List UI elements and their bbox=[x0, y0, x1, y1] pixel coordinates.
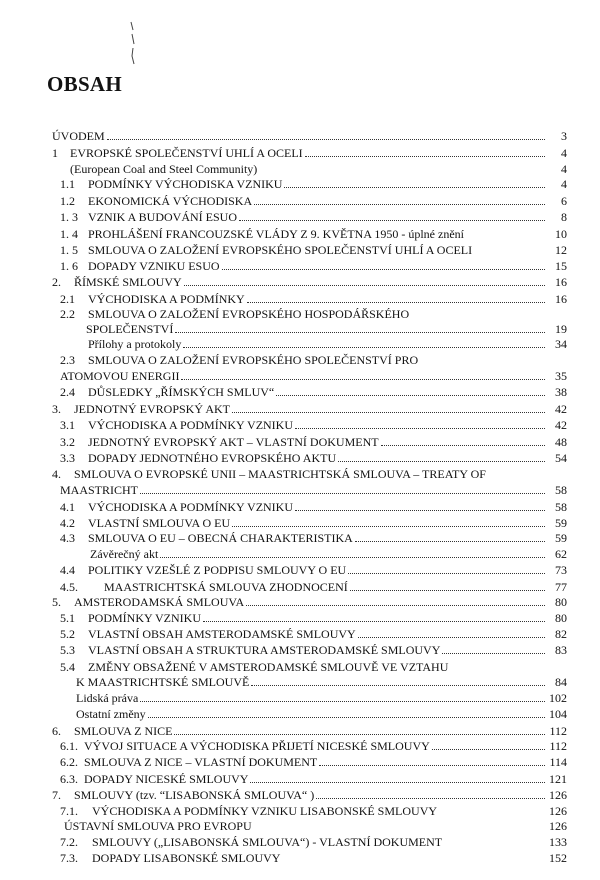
toc-entry-title: PODMÍNKY VZNIKU bbox=[88, 611, 201, 625]
toc-entry bbox=[60, 704, 567, 722]
toc-entry-title: VÝCHODISKA A PODMÍNKY VZNIKU bbox=[88, 418, 294, 432]
toc-entry-number: 1 bbox=[52, 146, 58, 160]
toc-entry-title: ATOMOVOU ENERGII bbox=[60, 369, 180, 383]
toc-entry-title: VLASTNÍ SMLOUVA O EU bbox=[88, 516, 231, 530]
toc-entry-title: VLASTNÍ OBSAH AMSTERODAMSKÉ SMLOUVY bbox=[88, 627, 356, 641]
toc-entry-number: 5.3 bbox=[60, 643, 75, 657]
dotted-leader bbox=[174, 734, 545, 735]
toc-entry bbox=[60, 560, 567, 578]
toc-entry-title: SMLOUVA Z NICE – VLASTNÍ DOKUMENT bbox=[84, 755, 318, 769]
dotted-leader bbox=[251, 685, 545, 686]
toc-entry-title: SMLOUVY (tzv. “LISABONSKÁ SMLOUVA“ ) bbox=[74, 788, 315, 802]
toc-entry-page: 58 bbox=[555, 483, 567, 497]
toc-entry-title: VÝCHODISKA A PODMÍNKY VZNIKU LISABONSKÉ SMLOUVY bbox=[92, 804, 438, 818]
toc-entry-page: 73 bbox=[555, 563, 567, 577]
dotted-leader bbox=[305, 156, 545, 157]
toc-entry-title: SMLOUVA Z NICE bbox=[74, 724, 173, 738]
toc-entry-number: 1.2 bbox=[60, 194, 75, 208]
toc-entry bbox=[60, 480, 567, 498]
toc-entry bbox=[60, 207, 567, 225]
dotted-leader bbox=[250, 782, 545, 783]
toc-entry-title: JEDNOTNÝ EVROPSKÝ AKT – VLASTNÍ DOKUMENT bbox=[88, 435, 379, 449]
toc-entry-title: Lidská práva bbox=[76, 691, 139, 705]
toc-entry bbox=[60, 382, 567, 400]
dotted-leader bbox=[254, 204, 545, 205]
toc-entry-title: PROHLÁŠENÍ FRANCOUZSKÉ VLÁDY Z 9. KVĚTNA 1950 - úplné znění bbox=[88, 227, 464, 241]
toc-entry-page: 59 bbox=[555, 516, 567, 530]
toc-entry-page: 58 bbox=[555, 500, 567, 514]
toc-entry-title: POLITIKY VZEŠLÉ Z PODPISU SMLOUVY O EU bbox=[88, 563, 347, 577]
dotted-leader bbox=[184, 285, 545, 286]
toc-entry-number: 4.5. bbox=[60, 580, 78, 594]
toc-entry-number: 4.4 bbox=[60, 563, 75, 577]
toc-entry-page: 114 bbox=[549, 755, 567, 769]
dotted-leader bbox=[246, 605, 545, 606]
toc-entry-title: ÚVODEM bbox=[52, 129, 105, 143]
toc-entry-page: 8 bbox=[561, 210, 567, 224]
toc-entry-page: 12 bbox=[555, 243, 567, 257]
toc-entry-title: EVROPSKÉ SPOLEČENSTVÍ UHLÍ A OCELI bbox=[70, 146, 303, 160]
toc-entry-number: 5.1 bbox=[60, 611, 75, 625]
dotted-leader bbox=[175, 332, 545, 333]
toc-entry-page: 42 bbox=[555, 418, 567, 432]
toc-entry-title: SMLOUVA O ZALOŽENÍ EVROPSKÉHO SPOLEČENSTVÍ PRO bbox=[88, 353, 419, 367]
toc-entry-title: AMSTERODAMSKÁ SMLOUVA bbox=[74, 595, 245, 609]
toc-entry-number: 6.1. bbox=[60, 739, 78, 753]
toc-entry-title: ŘÍMSKÉ SMLOUVY bbox=[74, 275, 182, 289]
dotted-leader bbox=[355, 541, 545, 542]
toc-entry-page: 59 bbox=[555, 531, 567, 545]
toc-entry-page: 84 bbox=[555, 675, 567, 689]
dotted-leader bbox=[148, 717, 545, 718]
toc-entry-number: 3. bbox=[52, 402, 61, 416]
toc-entry-title: MAASTRICHTSKÁ SMLOUVA ZHODNOCENÍ bbox=[104, 580, 348, 594]
toc-entry-number: 4.2 bbox=[60, 516, 75, 530]
toc-entry-number: 1. 5 bbox=[60, 243, 78, 257]
toc-entry-page: 112 bbox=[549, 739, 567, 753]
toc-entry-page: 82 bbox=[555, 627, 567, 641]
toc-entry-title: EKONOMICKÁ VÝCHODISKA bbox=[88, 194, 253, 208]
toc-entry-page: 15 bbox=[555, 259, 567, 273]
toc-entry-title: DOPADY LISABONSKÉ SMLOUVY bbox=[92, 851, 281, 865]
dotted-leader bbox=[442, 653, 545, 654]
toc-entry-title: DOPADY VZNIKU ESUO bbox=[88, 259, 220, 273]
toc-entry-title: Přílohy a protokoly bbox=[88, 337, 182, 351]
dotted-leader bbox=[358, 637, 545, 638]
toc-entry-title: Závěrečný akt bbox=[90, 547, 159, 561]
toc-entry-page: 121 bbox=[549, 772, 567, 786]
toc-entry-title: ÚSTAVNÍ SMLOUVA PRO EVROPU bbox=[64, 819, 252, 833]
dotted-leader bbox=[247, 302, 545, 303]
dotted-leader bbox=[232, 412, 545, 413]
toc-entry-title: SMLOUVA O EU – OBECNÁ CHARAKTERISTIKA bbox=[88, 531, 353, 545]
toc-entry-page: 77 bbox=[555, 580, 567, 594]
toc-entry-title: JEDNOTNÝ EVROPSKÝ AKT bbox=[74, 402, 231, 416]
toc-entry-page: 34 bbox=[555, 337, 567, 351]
toc-entry-page: 102 bbox=[549, 691, 567, 705]
toc-entry-number: 4.1 bbox=[60, 500, 75, 514]
toc-entry bbox=[52, 126, 567, 144]
toc-entry-number: 7. bbox=[52, 788, 61, 802]
dotted-leader bbox=[338, 461, 545, 462]
toc-entry-number: 3.3 bbox=[60, 451, 75, 465]
dotted-leader bbox=[239, 220, 545, 221]
toc-entry-number: 2. bbox=[52, 275, 61, 289]
toc-entry-number: 4. bbox=[52, 467, 61, 481]
toc-entry-number: 1. 4 bbox=[60, 227, 78, 241]
toc-entry-page: 126 bbox=[549, 804, 567, 818]
dotted-leader bbox=[107, 139, 545, 140]
toc-entry-title: VÝCHODISKA A PODMÍNKY VZNIKU bbox=[88, 500, 294, 514]
toc-entry-number: 5. bbox=[52, 595, 61, 609]
dotted-leader bbox=[181, 379, 545, 380]
toc-entry-page: 4 bbox=[561, 162, 567, 176]
toc-entry bbox=[60, 174, 567, 192]
dotted-leader bbox=[348, 573, 545, 574]
toc-entry-page: 4 bbox=[561, 146, 567, 160]
toc-entry-page: 19 bbox=[555, 322, 567, 336]
toc-entry-number: 6.3. bbox=[60, 772, 78, 786]
toc-entry-title: DŮSLEDKY „ŘÍMSKÝCH SMLUV“ bbox=[88, 385, 275, 399]
dotted-leader bbox=[350, 590, 545, 591]
dotted-leader bbox=[381, 445, 545, 446]
dotted-leader bbox=[295, 428, 545, 429]
toc-entry-page: 152 bbox=[549, 851, 567, 865]
toc-entry-page: 38 bbox=[555, 385, 567, 399]
dotted-leader bbox=[276, 395, 545, 396]
toc-entry-title: SMLOUVY („LISABONSKÁ SMLOUVA“) - VLASTNÍ DOKUMENT bbox=[92, 835, 443, 849]
toc-entry-page: 126 bbox=[549, 788, 567, 802]
toc-entry-number: 7.3. bbox=[60, 851, 78, 865]
toc-entry-title: SMLOUVA O ZALOŽENÍ EVROPSKÉHO HOSPODÁŘSKÉHO bbox=[88, 307, 410, 321]
toc-entry-number: 2.1 bbox=[60, 292, 75, 306]
toc-entry-number: 5.4 bbox=[60, 660, 75, 674]
dotted-leader bbox=[316, 798, 545, 799]
toc-entry-page: 104 bbox=[549, 707, 567, 721]
dotted-leader bbox=[160, 557, 545, 558]
toc-entry-page: 80 bbox=[555, 611, 567, 625]
dotted-leader bbox=[295, 510, 545, 511]
toc-entry-number: 7.2. bbox=[60, 835, 78, 849]
toc-entry-title: VZNIK A BUDOVÁNÍ ESUO bbox=[88, 210, 237, 224]
toc-entry-title: (European Coal and Steel Community) bbox=[70, 162, 258, 176]
page-title: OBSAH bbox=[47, 72, 123, 96]
toc-entry-number: 1. 3 bbox=[60, 210, 78, 224]
dotted-leader bbox=[284, 187, 545, 188]
toc-entry-page: 62 bbox=[555, 547, 567, 561]
toc-entry-number: 2.2 bbox=[60, 307, 75, 321]
toc-entry-page: 83 bbox=[555, 643, 567, 657]
toc-entry-number: 2.3 bbox=[60, 353, 75, 367]
toc-entry-page: 112 bbox=[549, 724, 567, 738]
toc-entry-page: 54 bbox=[555, 451, 567, 465]
toc-entry-title: VÝVOJ SITUACE A VÝCHODISKA PŘIJETÍ NICESKÉ SMLOUVY bbox=[84, 739, 430, 753]
toc-entry-number: 2.4 bbox=[60, 385, 75, 399]
toc-entry bbox=[60, 640, 567, 658]
toc-entry-title: VLASTNÍ OBSAH A STRUKTURA AMSTERODAMSKÉ SMLOUVY bbox=[88, 643, 441, 657]
toc-entry-page: 42 bbox=[555, 402, 567, 416]
dotted-leader bbox=[319, 765, 545, 766]
toc-entry-page: 6 bbox=[561, 194, 567, 208]
toc-entry-page: 16 bbox=[555, 275, 567, 289]
toc-entry-title: SMLOUVA O EVROPSKÉ UNII – MAASTRICHTSKÁ SMLOUVA – TREATY OF bbox=[74, 467, 486, 481]
toc-entry bbox=[60, 415, 567, 433]
toc-entry-title: VÝCHODISKA A PODMÍNKY bbox=[88, 292, 245, 306]
toc-entry-page: 35 bbox=[555, 369, 567, 383]
toc-entry-page: 80 bbox=[555, 595, 567, 609]
dotted-leader bbox=[432, 749, 545, 750]
toc-entry-title: ZMĚNY OBSAŽENÉ V AMSTERODAMSKÉ SMLOUVĚ VE VZTAHU bbox=[88, 660, 449, 674]
toc-entry bbox=[52, 272, 567, 290]
dotted-leader bbox=[232, 526, 545, 527]
toc-entry-title: PODMÍNKY VÝCHODISKA VZNIKU bbox=[88, 177, 283, 191]
toc-entry-title: DOPADY NICESKÉ SMLOUVY bbox=[84, 772, 249, 786]
toc-entry-title: SPOLEČENSTVÍ bbox=[86, 322, 174, 336]
toc-entry-number: 1. 6 bbox=[60, 259, 78, 273]
toc-entry-number: 3.2 bbox=[60, 435, 75, 449]
toc-entry-title: DOPADY JEDNOTNÉHO EVROPSKÉHO AKTU bbox=[88, 451, 337, 465]
toc-entry-number: 7.1. bbox=[60, 804, 78, 818]
dotted-leader bbox=[183, 347, 545, 348]
dotted-leader bbox=[140, 493, 545, 494]
toc-entry-number: 6.2. bbox=[60, 755, 78, 769]
dotted-leader bbox=[203, 621, 545, 622]
toc-entry bbox=[60, 848, 567, 866]
toc-entry-page: 10 bbox=[555, 227, 567, 241]
toc-entry-title: K MAASTRICHTSKÉ SMLOUVĚ bbox=[76, 675, 250, 689]
dotted-leader bbox=[222, 269, 545, 270]
toc-entry-page: 16 bbox=[555, 292, 567, 306]
toc-entry-number: 3.1 bbox=[60, 418, 75, 432]
toc-entry-number: 4.3 bbox=[60, 531, 75, 545]
toc-entry-page: 133 bbox=[549, 835, 567, 849]
toc-entry-title: Ostatní změny bbox=[76, 707, 146, 721]
toc-entry bbox=[60, 752, 567, 770]
toc-entry-title: SMLOUVA O ZALOŽENÍ EVROPSKÉHO SPOLEČENSTVÍ UHLÍ A OCELI bbox=[88, 243, 473, 257]
toc-entry-page: 3 bbox=[561, 129, 567, 143]
dotted-leader bbox=[140, 701, 545, 702]
toc-entry-number: 5.2 bbox=[60, 627, 75, 641]
toc-entry-page: 48 bbox=[555, 435, 567, 449]
toc-entry-title: MAASTRICHT bbox=[60, 483, 139, 497]
toc-entry-number: 1.1 bbox=[60, 177, 75, 191]
toc-entry-number: 6. bbox=[52, 724, 61, 738]
toc-entry-page: 126 bbox=[549, 819, 567, 833]
toc-entry-page: 4 bbox=[561, 177, 567, 191]
